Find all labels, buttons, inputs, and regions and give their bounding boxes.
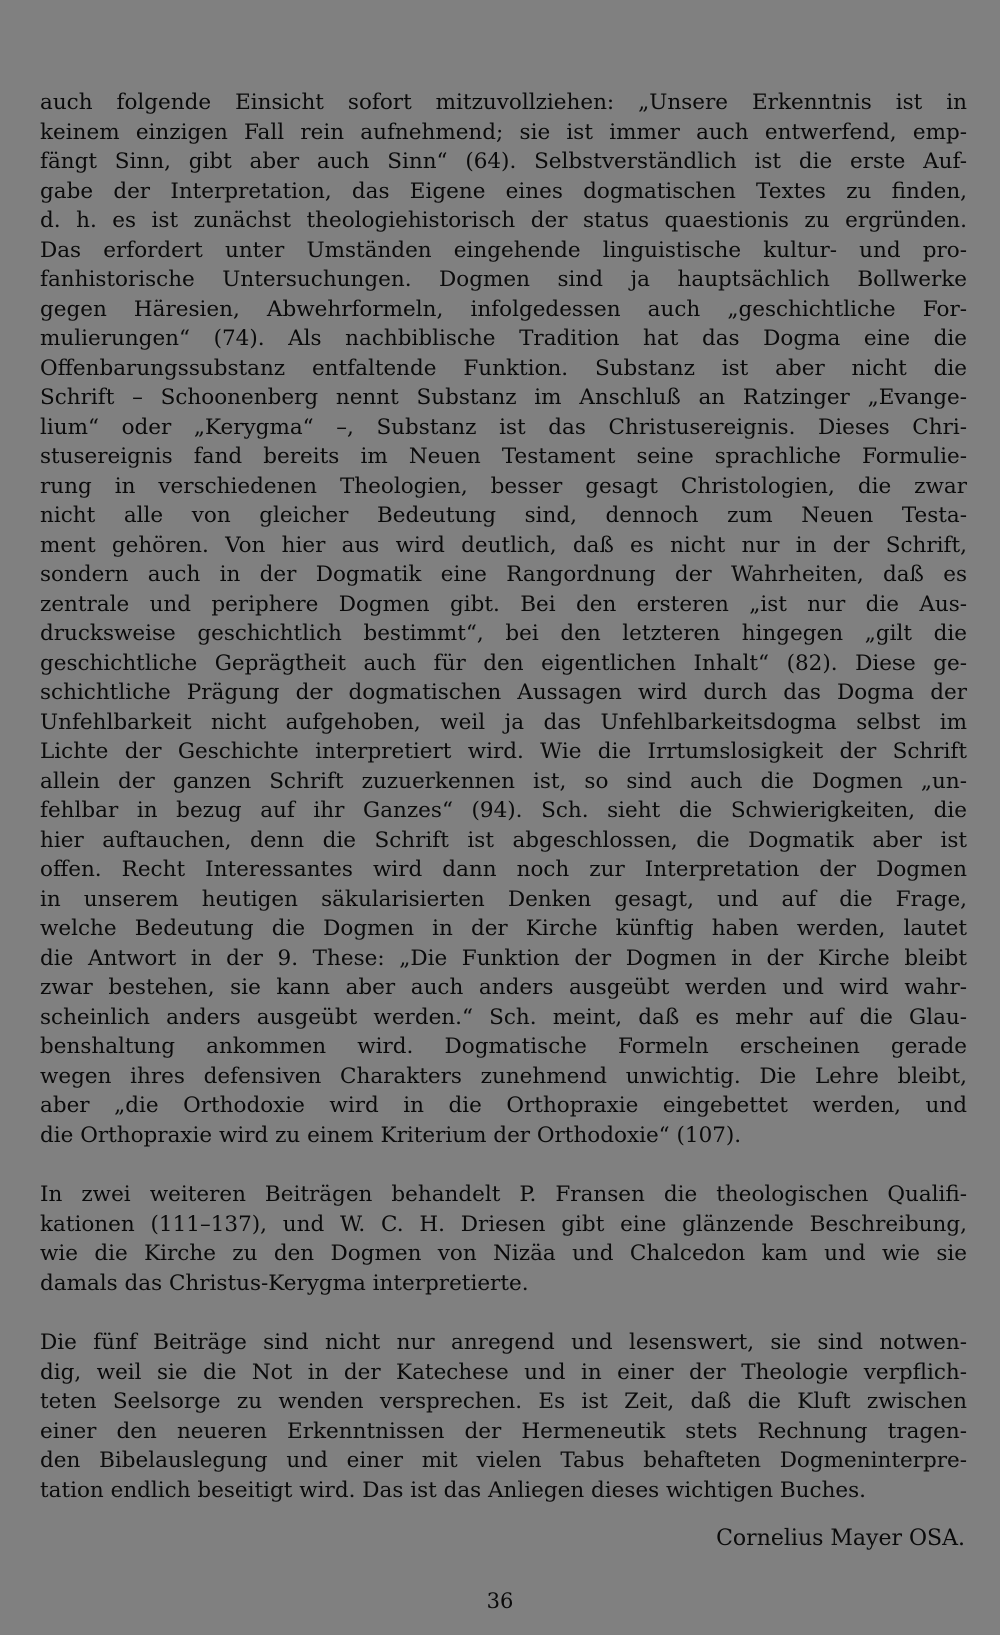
text-line: mulierungen“ (74). Als nachbiblische Tradition hat das Dogma eine die <box>40 326 967 351</box>
paragraph-3 <box>40 1328 967 1505</box>
body-text <box>40 88 967 1505</box>
paragraph-2 <box>40 1180 967 1298</box>
page-number: 36 <box>486 1589 514 1613</box>
text-line: kationen (111–137), und W. C. H. Driesen gibt eine glänzende Beschreibung, <box>40 1211 967 1237</box>
text-line: damals das Christus-Kerygma interpretierte. <box>40 1270 529 1296</box>
text-line: den Bibelauslegung und einer mit vielen Tabus behafteten Dogmeninterpre- <box>40 1448 967 1473</box>
paragraph-1 <box>40 88 967 1150</box>
text-line: tation endlich beseitigt wird. Das ist das Anliegen dieses wichtigen Buches. <box>40 1477 867 1503</box>
text-line: Offenbarungssubstanz entfaltende Funktion. Substanz ist aber nicht die <box>40 355 967 381</box>
text-line: teten Seelsorge zu wenden versprechen. Es ist Zeit, daß die Kluft zwischen <box>40 1389 967 1414</box>
text-line: nicht alle von gleicher Bedeutung sind, dennoch zum Neuen Testa- <box>40 503 967 528</box>
text-line: stusereignis fand bereits im Neuen Testament seine sprachliche Formulie- <box>40 444 967 469</box>
text-line: Das erfordert unter Umständen eingehende linguistische kultur- und pro- <box>40 237 967 263</box>
text-line: d. h. es ist zunächst theologiehistorisch der status quaestionis zu ergründen. <box>40 208 967 233</box>
text-line: geschichtliche Geprägtheit auch für den eigentlichen Inhalt“ (82). Diese ge- <box>40 650 967 676</box>
text-line: ment gehören. Von hier aus wird deutlich, daß es nicht nur in der Schrift, <box>40 532 967 558</box>
text-line: schichtliche Prägung der dogmatischen Aussagen wird durch das Dogma der <box>40 680 967 705</box>
text-line: fanhistorische Untersuchungen. Dogmen sind ja hauptsächlich Bollwerke <box>40 267 967 292</box>
text-line: rung in verschiedenen Theologien, besser gesagt Christologien, die zwar <box>40 473 967 499</box>
text-line: wegen ihres defensiven Charakters zunehmend unwichtig. Die Lehre bleibt, <box>40 1063 967 1089</box>
text-line: in unserem heutigen säkularisierten Denken gesagt, und auf die Frage, <box>40 886 967 912</box>
text-line: zwar bestehen, sie kann aber auch anders ausgeübt werden und wird wahr- <box>40 975 967 1000</box>
text-line: wie die Kirche zu den Dogmen von Nizäa und Chalcedon kam und wie sie <box>40 1241 967 1266</box>
text-line: Die fünf Beiträge sind nicht nur anregend und lesenswert, sie sind notwen- <box>40 1330 967 1355</box>
text-line: Lichte der Geschichte interpretiert wird. Wie die Irrtumslosigkeit der Schrift <box>40 739 967 764</box>
text-line: allein der ganzen Schrift zuzuerkennen ist, so sind auch die Dogmen „un- <box>40 768 967 794</box>
text-line: sondern auch in der Dogmatik eine Rangordnung der Wahrheiten, daß es <box>40 562 967 587</box>
text-line: In zwei weiteren Beiträgen behandelt P. Fransen die theologischen Qualifi- <box>40 1182 967 1207</box>
text-line: aber „die Orthodoxie wird in die Orthopraxie eingebettet werden, und <box>40 1093 967 1118</box>
text-line: Schrift – Schoonenberg nennt Substanz im Anschluß an Ratzinger „Evange- <box>40 385 967 410</box>
text-line: dig, weil sie die Not in der Katechese und in einer der Theologie verpflich- <box>40 1359 967 1385</box>
text-line: fängt Sinn, gibt aber auch Sinn“ (64). Selbstverständlich ist die erste Auf- <box>40 149 967 174</box>
text-line: hier auftauchen, denn die Schrift ist abgeschlossen, die Dogmatik aber ist <box>40 827 967 853</box>
text-line: welche Bedeutung die Dogmen in der Kirche künftig haben werden, lautet <box>40 916 967 941</box>
text-line: keinem einzigen Fall rein aufnehmend; sie ist immer auch entwerfend, emp- <box>40 119 967 145</box>
author-signature: Cornelius Mayer OSA. <box>716 1526 965 1551</box>
text-line: die Antwort in der 9. These: „Die Funktion der Dogmen in der Kirche bleibt <box>40 945 967 971</box>
text-line: scheinlich anders ausgeübt werden.“ Sch. meint, daß es mehr auf die Glau- <box>40 1004 967 1030</box>
text-line: einer den neueren Erkenntnissen der Hermeneutik stets Rechnung tragen- <box>40 1418 967 1444</box>
text-line: gegen Häresien, Abwehrformeln, infolgedessen auch „geschichtliche For- <box>40 296 967 322</box>
text-line: fehlbar in bezug auf ihr Ganzes“ (94). Sch. sieht die Schwierigkeiten, die <box>40 798 967 823</box>
text-line: gabe der Interpretation, das Eigene eines dogmatischen Textes zu finden, <box>40 178 967 204</box>
text-line: zentrale und periphere Dogmen gibt. Bei den ersteren „ist nur die Aus- <box>40 591 967 617</box>
text-line: auch folgende Einsicht sofort mitzuvollziehen: „Unsere Erkenntnis ist in <box>40 90 967 115</box>
text-line: drucksweise geschichtlich bestimmt“, bei den letzteren hingegen „gilt die <box>40 621 967 646</box>
text-line: die Orthopraxie wird zu einem Kriterium der Orthodoxie“ (107). <box>40 1122 742 1148</box>
text-line: Unfehlbarkeit nicht aufgehoben, weil ja das Unfehlbarkeitsdogma selbst im <box>40 709 967 735</box>
text-line: lium“ oder „Kerygma“ –, Substanz ist das Christusereignis. Dieses Chri- <box>40 414 967 440</box>
text-line: benshaltung ankommen wird. Dogmatische Formeln erscheinen gerade <box>40 1034 967 1059</box>
text-line: offen. Recht Interessantes wird dann noch zur Interpretation der Dogmen <box>40 857 967 882</box>
